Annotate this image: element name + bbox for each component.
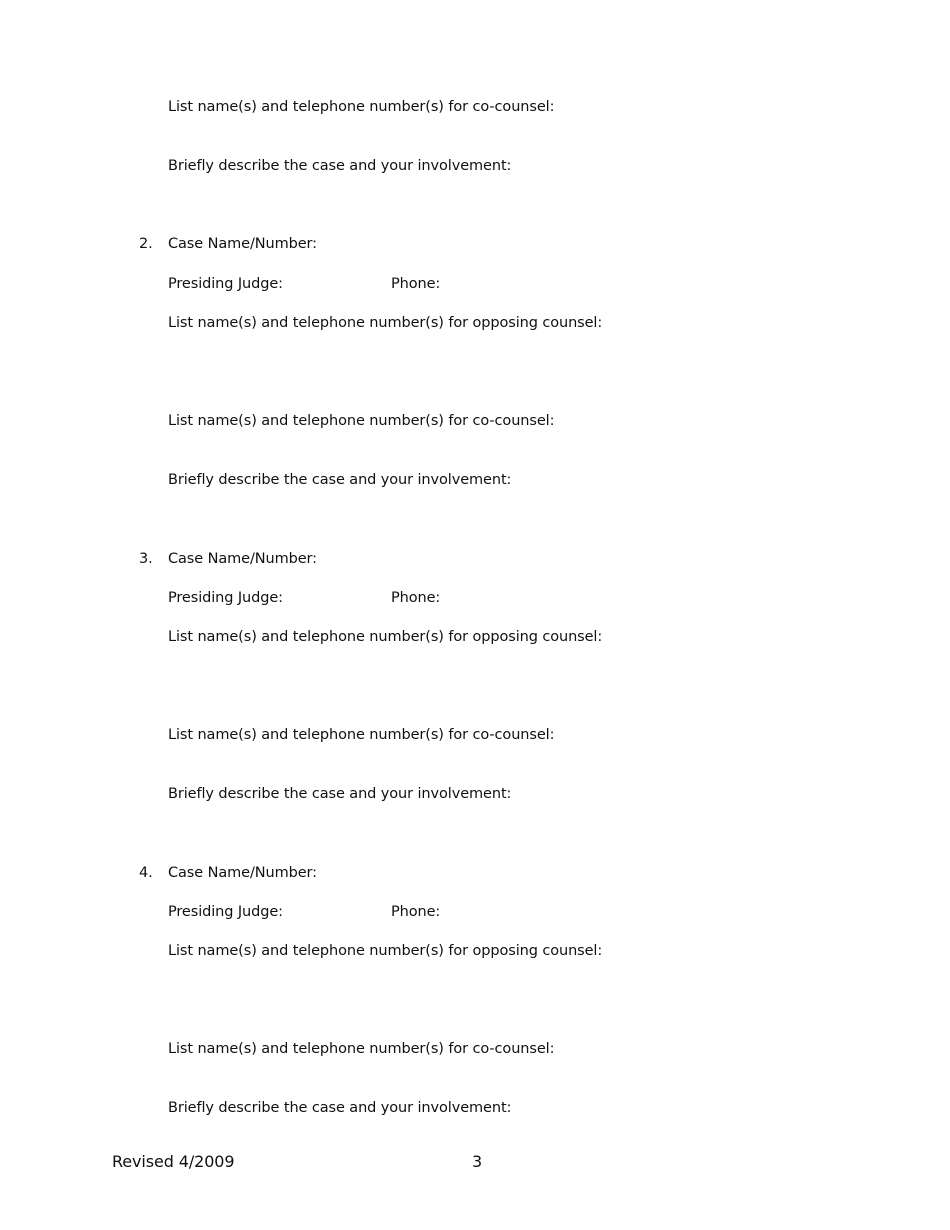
phone-label: Phone: [391, 590, 441, 606]
presiding-judge-label: Presiding Judge: [168, 904, 283, 920]
describe-case-label: Briefly describe the case and your involvement: [168, 158, 512, 174]
describe-case-label: Briefly describe the case and your involvement: [168, 1100, 512, 1116]
case-number: 4. [139, 865, 153, 881]
co-counsel-label: List name(s) and telephone number(s) for co-counsel: [168, 99, 555, 115]
phone-label: Phone: [391, 904, 441, 920]
describe-case-label: Briefly describe the case and your involvement: [168, 786, 512, 802]
case-name-label: Case Name/Number: [168, 865, 317, 881]
case-name-label: Case Name/Number: [168, 236, 317, 252]
describe-case-label: Briefly describe the case and your involvement: [168, 472, 512, 488]
presiding-judge-label: Presiding Judge: [168, 276, 283, 292]
opposing-counsel-label: List name(s) and telephone number(s) for opposing counsel: [168, 943, 603, 959]
opposing-counsel-label: List name(s) and telephone number(s) for opposing counsel: [168, 315, 603, 331]
phone-label: Phone: [391, 276, 441, 292]
co-counsel-label: List name(s) and telephone number(s) for co-counsel: [168, 413, 555, 429]
opposing-counsel-label: List name(s) and telephone number(s) for opposing counsel: [168, 629, 603, 645]
co-counsel-label: List name(s) and telephone number(s) for co-counsel: [168, 727, 555, 743]
case-name-label: Case Name/Number: [168, 551, 317, 567]
presiding-judge-label: Presiding Judge: [168, 590, 283, 606]
co-counsel-label: List name(s) and telephone number(s) for co-counsel: [168, 1041, 555, 1057]
case-number: 3. [139, 551, 153, 567]
page-number: 3 [472, 1152, 483, 1171]
case-number: 2. [139, 236, 153, 252]
revised-date: Revised 4/2009 [112, 1152, 235, 1171]
